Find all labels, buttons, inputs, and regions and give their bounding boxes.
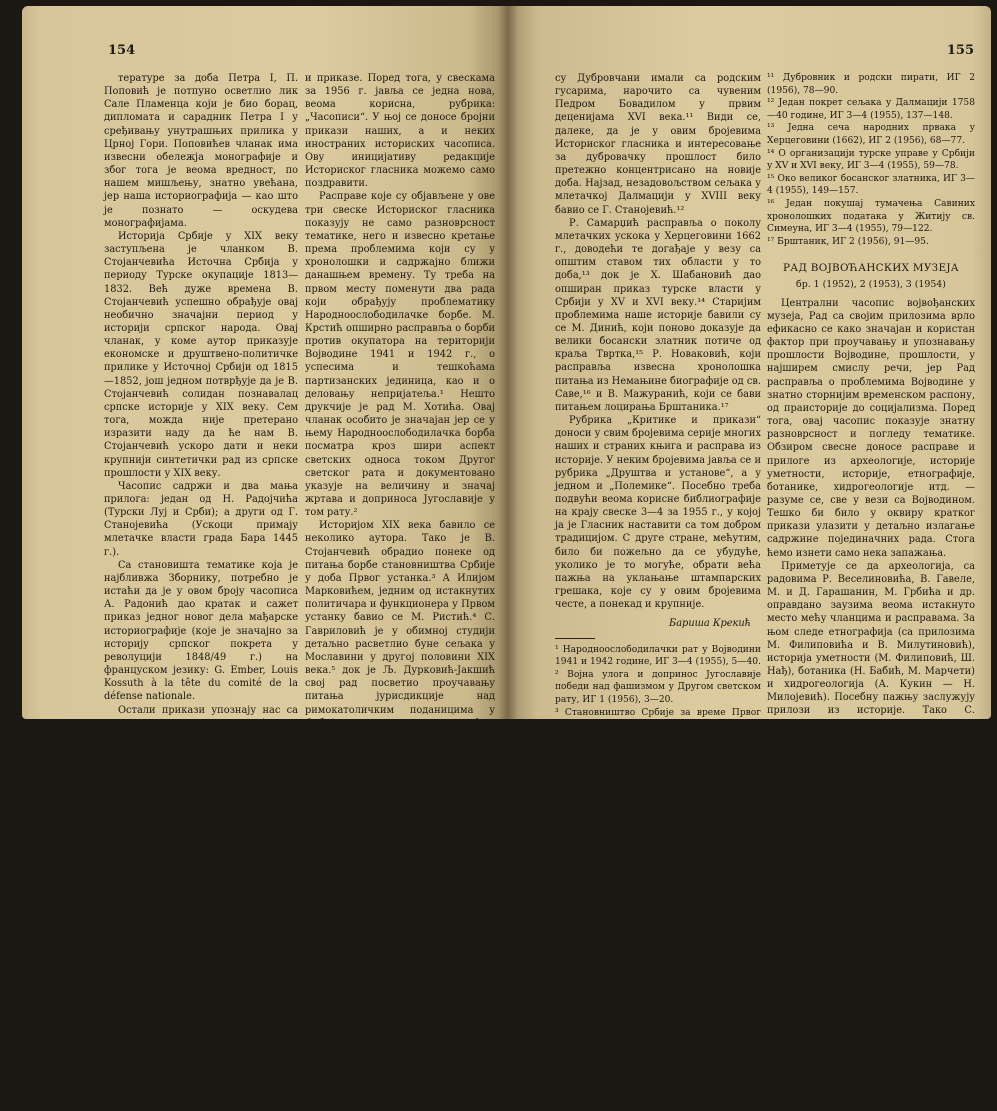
paragraph: су Дубровчани имали са родским гусарима, нарочито са чувеним Педром Бовадилом у првим деценијама XVI века.¹¹ Види се, далеке, да је у овим бројевима Историског гласника и интересовање за дубровачку прошлост било претежно концентрисано на новије доба. Најзад, незадовољством сељака у млетачкој Далмацији у XVIII веку бавио се Г. Станојевић.¹²	[555, 73, 761, 216]
paragraph: Р. Самарџић расправља о поколу млетачких ускока у Херцеговини 1662 г., доводећи те догађаје у везу са општим ставом тих области у то доба,¹³ док је Х. Шабановић дао опширан приказ турске власти у Србији у XV и XVI веку.¹⁴ Старијим проблемима наше историје бавили су се М. Динић, који поново доказује да велики босански златник потиче од краља Твртка,¹⁵ Р. Новаковић, који расправља извесна хронолошка питања из Немањине биографије од св. Саве,¹⁶ и В. Мажуранић, који се бави питањем лоцирања Брштаника.¹⁷	[555, 217, 761, 413]
paragraph: Историја Србије у XIX веку заступљена је чланком В. Стојанчевића Источна Србија у периоду Турске окупације 1813—1832. Већ дуже времена В. Стојанчевић успешно обрађује овај необично значајни период у историји српског народа. Овај чланак, у коме аутор приказује економске и друштвено-политичке прилике у Источној Србији од 1815—1852, још једном потврђује да је В. Стојанчевић солидан познавалац српске историје у XIX веку. Сем тога, можда није претерано изразити наду да ће нам В. Стојанчевић ускоро дати и неки крупнији синтетички рад из српске прошлости у XIX веку.	[104, 230, 298, 479]
paragraph: Са становишта тематике која је најбливжа Зборнику, потребно је истаћи да је у овом броју часописа А. Радонић дао кратак и сажет приказ једног новог дела мађарске историографије (које је значајно за историју српског покрета у револуцији 1848/49 г.) на француском језику: G. Ember, Louis Kossuth à la tête du comité de la défense nationale.	[104, 559, 298, 703]
section-issues: бр. 1 (1952), 2 (1953), 3 (1954)	[796, 279, 946, 291]
section-issues: 3—4 (1955), 1 (1956), 2 (1956)	[127, 951, 275, 963]
paragraph: Приметује се да археологија, са радовима Р. Веселиновића, В. Гавеле, М. и Д. Гарашанин, М. Грбића и др. оправдано заузима веома истакнуто место мећу чланцима и расправама. За њом следе етнографија (са прилозима М. Филиповића и В. Милутиновић), историја уметности (М. Филиповић, Ш. Нађ), ботаника (Н. Бабић, М. Марчети) и хидрогеологија (А. Кукин — Н. Милојевић). Посебну пажњу заслужују прилози из историје. Тако С. Атанацковић износи тврдњу да су Херодотови Агатирси били први познати становници Војводине (бр. 5, 75—79), а Б. Јанкулов се бави римским и варварским утврђењима из доба Северске Бачкој и Банату. У ово опширној расправи (бр. 1, 7—57), Јанкулов обухвата знатно више од онога што се у насловној наговештава, јер полази од доласка Римљана у Панонију, па описује римске путеве, римску управу у Војводини итд. Притом се, поред	[767, 560, 975, 888]
paragraph: Као и раније, тако и ови бројеви Историског гласника, органа Историског друштва НР Србије, доносе у својим рубрикама чланке и расправе, мање прилоге, критике	[104, 969, 298, 1033]
book-gutter	[498, 6, 518, 719]
paragraph: Часопис садржи и два мања прилога: један од Н. Радојчића (Турски Луј и Срби); а други од Г. Станојевића (Ускоци примају млетачке власти града Бара 1445 г.).	[104, 480, 298, 558]
paragraph: Историјом XIX века бавило се неколико аутора. Тако је В. Стојанчевић обрадио понеке од питања борбе становништва Србије у доба Првог устанка.³ А Илијом Марковићем, једним од истакнутих политичара и функционера у Првом устанку бавио се М. Ристић.⁴ С. Гавриловић је у обимној студији детаљно расветлио буне сељака у Мославини у другој половини XIX века.⁵ док је Љ. Дурковић-Јакшић свој рад посветио проучавању питања јурисдикције над римокатоличким поданицима у Србији средином истог столећа.⁶ Најзад, В. Алексић опширно излаже досадашње француске правне прописе по питању проширења њихове територије 1867 г., што је био последњи поход који су наши ратници Црне Горе Руски.⁷	[305, 520, 495, 808]
page-number-right: 155	[946, 43, 974, 58]
footnote: ⁵ Покрет мославачких сељака 1815—16 године, ИГ 2 (1956), 3—36.	[555, 745, 761, 768]
paragraph: Мећу радовима који третирају проблематику XVIII века истиче их се неколико која се односе на Дубровник, а на првом месту опширна расправа В. Винавера о опадању дубровачке трговине на Балканском Полуострву у XVIII веку.⁸ Стварање довољно снажних домаћих елемената за одржавање директних економских веза са претставницима Запада одузело је Дубровчанима посредничку улогу коју су дотад играли у размени између Балкана и Запада и због тога је њихов удео у њој постепено опадао. Ж. Мулачић износи резултате проучавања дубровачке текстилне производње у XVIII веку,⁹ а И. Митић дубровачке конзулате у Кадиксу у другој половини истог столећа.¹⁰ Сем ових, Гласник доноси и рад др Б. Храбака о тешкоћама које	[305, 809, 495, 1111]
footnote: ⁶ Аустрија и питање јурисдикције над римокатолицима у Кнежевини Србији 1851—1860, ИГ 2 (1956), 44—56.	[555, 770, 761, 806]
footnote: ¹⁰ Дубровачки конзулат у Кадиксу, ИГ 2 (1956), 57—67.	[555, 896, 761, 920]
footnote: ¹² Један покрет сељака у Далмацији 1758—40 године, ИГ 3—4 (1955), 137—148.	[767, 98, 975, 121]
footnotes-right	[767, 72, 975, 248]
review-signature: Никола Гаћеша	[206, 907, 288, 919]
page-number-left: 154	[108, 43, 136, 58]
paragraph: На крају да напоменемо да се у часопису могу наћи извештаји о међународним конгресима историчара: О X међународном конгресу за историске науке, одржаном у Риму 4—11 IX 1955 (И.Синдик), о X међународном конгресу византолога у Цариграду, 15—21 IX 1955 (М. Рајковић) и о XVIII конгресу историчара уметности (Д. Медаковић).	[104, 757, 298, 900]
footnote-rule	[555, 638, 595, 639]
right-column-1	[555, 72, 761, 921]
footnote: ¹⁷ Брштаник, ИГ 2 (1956), 91—95.	[767, 236, 929, 247]
right-page	[508, 6, 991, 920]
right-column-2	[767, 72, 975, 889]
footnote: ¹¹ Дубровник и родски пирати, ИГ 2 (1956), 78—90.	[767, 73, 975, 96]
footnote: ⁹ О дубровачкој производњи текстила у XVIII столећу, ИГ 1 (1956), 61—70.	[555, 871, 761, 894]
footnote: ⁴ Илија Марковић, ИГ 2 (1956), 37—45.	[555, 732, 744, 743]
paragraph: Расправе које су објављене у ове три свеске Историског гласника показују не само разноврсност тематике, него и извесно кретање према проблемима који су у хронолошки и садржајно ближи данашњем времену. Ту треба на првом месту поменути два рада који обрађују проблематику Народноослободилачке борбе. М. Крстић опширно расправља о борби против окупатора на територији Војводине 1941 и 1942 г., о успесима и тешкоћама партизанских јединица, као и о деловању непријатеља.¹ Нешто друкчије је рад М. Хотића. Овај чланак особито је значајан јер се у њему Народноослободилачка борба посматра кроз шири аспект светских односа током Другог светског рата и документовано указује на величину и значај жртава и доприноса Југославије у том рату.²	[305, 191, 495, 519]
paragraph: Остали прикази упознају нас са новим издањима италијанске, совјетске и румунске историографије.	[104, 704, 298, 755]
left-page	[22, 6, 508, 1111]
footnote: ² Војна улога и допринос Југославије победи над фашизмом у Другом светском рату, ИГ 1 (1956), 3—20.	[555, 669, 761, 705]
footnote: ¹⁶ Један покушај тумачења Савиних хронолошких података у Житију св. Симеуна, ИГ 3—4 (1955), 79—122.	[767, 198, 975, 235]
section-title: ИСТОРИСКИ ГЛАСНИК	[131, 934, 271, 946]
footnote: ⁷ Став Француске према захтевима Црне Горе за територијалним проширењем 1867 године, ИГ 3—4 (1955), 125—133.	[555, 808, 761, 844]
footnote: ⁸ Крај дубровачке трговине на Балкану, ИГ 1 (1956), 21—60.	[555, 846, 761, 869]
paragraph: и приказе. Поред тога, у свескама за 1956 г. јавља се једна нова, веома корисна, рубрика: „Часописи“. У њој се доносе бројни прикази наших, а и неких иностраних историских часописа. Ову иницијативу редакције Историског гласника можемо само поздравити.	[305, 73, 495, 190]
review-signature: Бариша Крекић	[669, 618, 751, 630]
paragraph: тературе за доба Петра I, П. Поповић је потпуно осветлио лик Сале Пламенца који је био борац, дипломата и сарадник Петра I у сређивању унутрашњих прилика у Црној Гори. Поповићев чланак има извесни обележја монографије и због тога је веома вредност, по нашем мишљењу, знатно увећана, јер наша историографија — као што је познато — оскудева монографијама.	[104, 73, 298, 229]
footnote: ¹ Народноослободилачки рат у Војводини 1941 и 1942 године, ИГ 3—4 (1955), 5—40.	[555, 644, 761, 668]
paragraph: Централни часопис војвођанских музеја, Рад са својим прилозима врло ефикасно се како значајан и користан фактор при проучавању и упознавању прошлости Војводине, прошлости, у најширем смислу речи, јер Рад расправља о проблемима Војводине у знатно сторнијим временском распону, од праисторије до социјализма. Поред тога, овај часопис показује знатну разноврсност и погледу тематике. Обзиром свесне доносе расправе и прилоге из археологије, историје уметности, историје, етнографије, ботанике, хидрогеологије итд. — разуме се, све у вези са Војводином. Тешко би било у оквиру кратког прикази улазити у детаљно излагање садржине појединачних рада. Стога ћемо изнети само нека запажања.	[767, 297, 975, 559]
footnote: ¹⁵ Око великог босанског златника, ИГ 3—4 (1955), 149—157.	[767, 173, 975, 197]
left-column-2	[305, 72, 495, 1111]
footnote: ¹⁴ О организацији турске управе у Србији у XV и XVI веку, ИГ 3—4 (1955), 59—78.	[767, 148, 975, 172]
section-title: РАД ВОЈВОЋАНСКИХ МУЗЕЈА	[783, 262, 959, 275]
footnote: ¹³ Једна сеча народних првака у Херцеговини (1662), ИГ 2 (1956), 68—77.	[767, 123, 975, 146]
footnote: ³ Становништво Србије за време Првог устанка, ИГ 3—4 (1955), 41—58.	[555, 707, 761, 731]
left-column-1	[104, 72, 298, 1034]
paragraph: Рубрика „Критике и прикази“ доноси у свим бројевима серије многих наших и страних књига и расправа из историје. У неким бројевима јавља се и рубрика „Друштва и установе“, а у једном и „Полемике“. Посебно треба подвући веома корисне библиографије на крају свеске 3—4 за 1955 г., у којој ја је Гласник наставити са том добром традицијом. С друге стране, мећутим, било би пожељно да се убудуће, уколико је то могуће, обрати већа пажња на уклањање штампарских грешака, које су у овим бројевима честе, а понекад и крупније.	[555, 415, 761, 611]
footnotes-left	[555, 644, 761, 921]
